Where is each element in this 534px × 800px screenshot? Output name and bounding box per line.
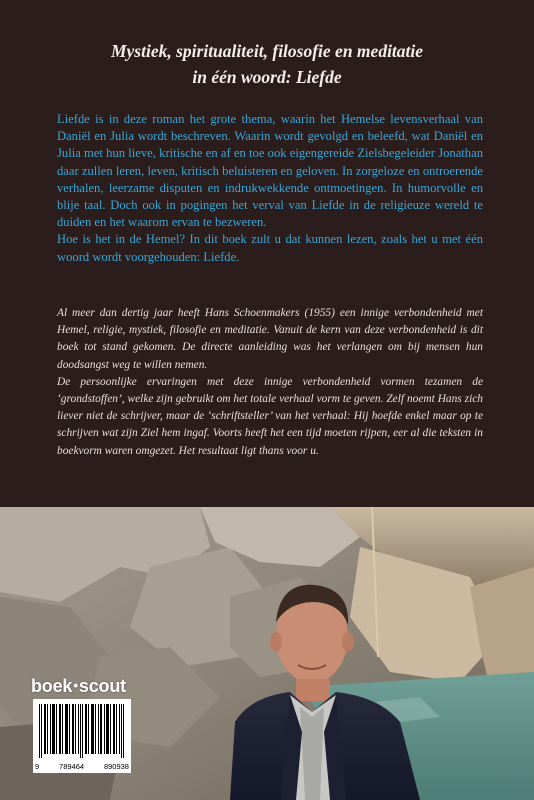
isbn-digits (35, 762, 129, 771)
cover-heading (0, 38, 534, 90)
isbn-barcode (33, 699, 131, 773)
book-blurb (57, 111, 483, 266)
publisher-logo (31, 676, 126, 698)
bio-paragraph-1: Al meer dan dertig jaar heeft Hans Schoenmakers (1955) een innige verbondenheid met Hemel, religie, mystiek, filosofie en meditatie. Vanuit de kern van deze verbondenheid is dit boek tot stand gekomen. De directe aanleiding was het verlangen om bij mensen hun doodsangst weg te willen nemen. (57, 307, 483, 371)
heading-line-2: in één woord: Liefde (192, 67, 342, 87)
logo-text-scout: scout (78, 676, 126, 696)
logo-dot: • (73, 677, 78, 693)
isbn-digit-group-2: 890938 (103, 762, 129, 771)
logo-text-boek: boek (31, 676, 73, 696)
barcode-bars (39, 704, 125, 758)
author-bio (57, 305, 483, 460)
isbn-digit-prefix: 9 (35, 762, 40, 771)
heading-line-1: Mystiek, spiritualiteit, filosofie en meditatie (110, 41, 424, 61)
blurb-paragraph-2: Hoe is het in de Hemel? In dit boek zult u dat kunnen lezen, zoals het u met één woord wordt voorgehouden: Liefde. (57, 232, 483, 264)
isbn-digit-group-1: 789464 (59, 762, 85, 771)
bio-paragraph-2: De persoonlijke ervaringen met deze innige verbondenheid vormen tezamen de ‘grondstoffen’, welke zijn gebruikt om het totale verhaal vorm te geven. Zelf noemt Hans zich liever niet de schrijver, maar de ‘schriftsteller’ van het verhaal: Hij hoefde enkel maar op te schrijven wat zijn Ziel hem ingaf. Voorts heeft het een tijd moeten rijpen, eer al die teksten in boekvorm waren omgezet. Het resultaat ligt thans voor u. (57, 375, 483, 457)
blurb-paragraph-1: Liefde is in deze roman het grote thema, waarin het Hemelse levensverhaal van Daniël en Julia wordt beschreven. Waarin wordt gevolgd en beleefd, wat Daniël en Julia met hun lieve, kritische en af en toe ook eigengereide Zielsbegeleider Jonathan daar zullen leren, leven, kritisch beluisteren en geloven. In zorgeloze en ontroerende verhalen, leerzame disputen en indrukwekkende ontmoetingen. In humorvolle en blije taal. Doch ook in pogingen het verval van Liefde in de religieuze wereld te duiden en het waarom ervan te bezweren. (57, 112, 483, 230)
